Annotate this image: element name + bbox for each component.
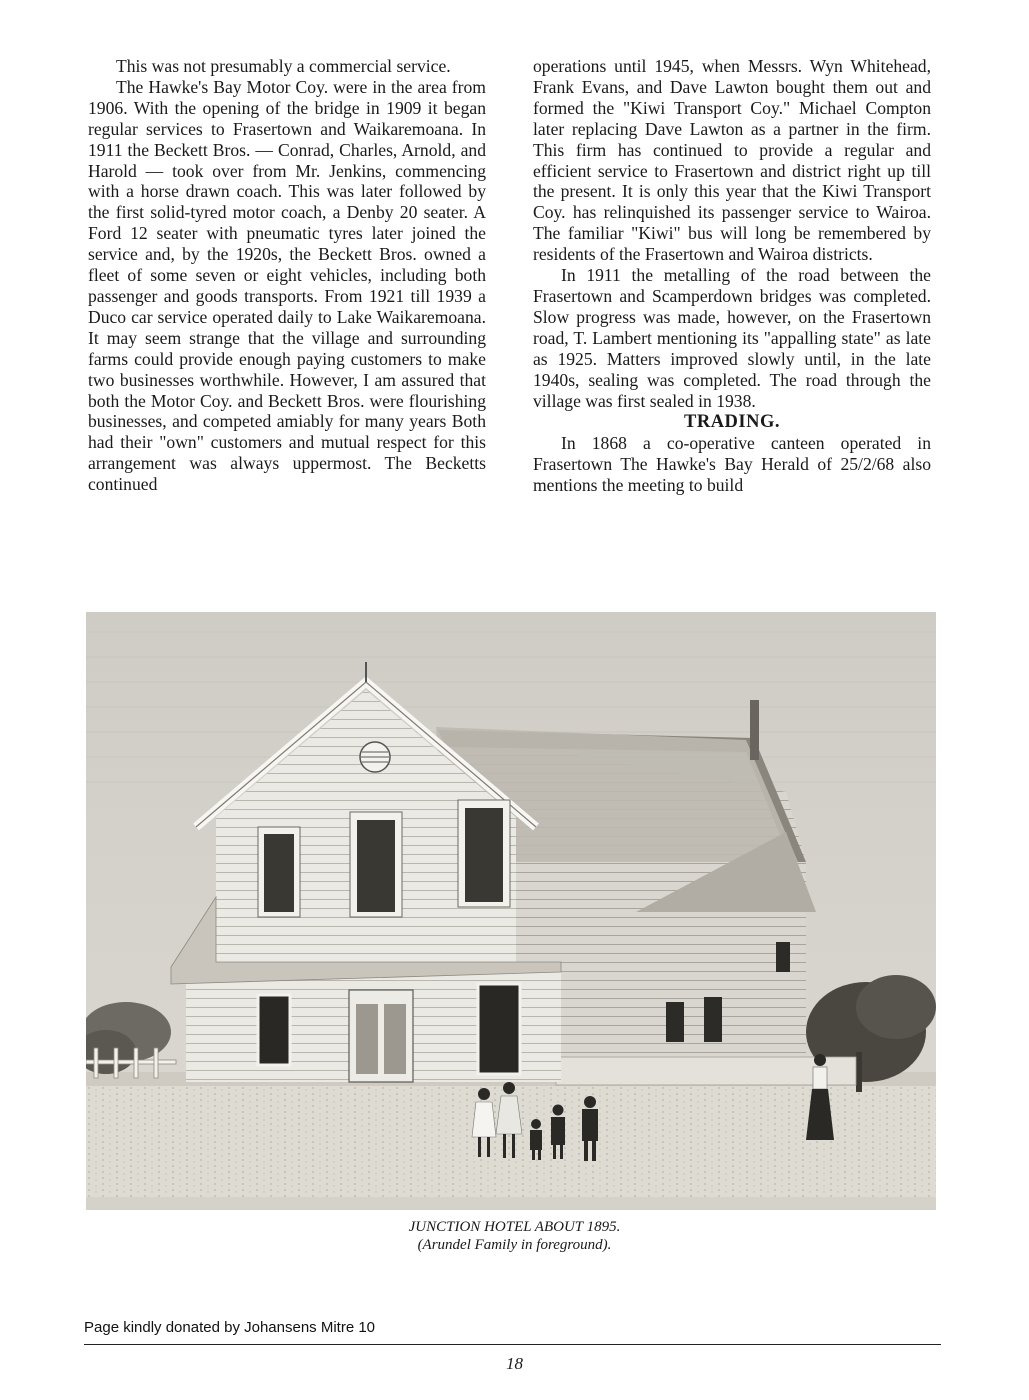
left-paragraph-2: The Hawke's Bay Motor Coy. were in the area from 1906. With the opening of the bridge in 1909 it began regular services to Frasertown and Waikaremoana. In 1911 the Beckett Bros. — Conrad, Charles, Arnold, and Harold — took over from Mr. Jenkins, commencing with a horse drawn coach. This was later followed by the first solid-tyred motor coach, a Denby 20 seater. A Ford 12 seater with pneumatic tyres later joined the service and, by the 1920s, the Beckett Bros. owned a fleet of some seven or eight vehicles, including both passenger and goods transports. From 1921 till 1939 a Duco car service operated daily to Lake Waikaremoana. It may seem strange that the village and surrounding farms could provide enough paying customers to make two businesses worthwhile. However, I am assured that both the Motor Coy. and Beckett Bros. were flourishing businesses, and competed amiably for many years Both had their "own" customers and mutual respect for this arrangement was always uppermost. The Becketts continued (88, 76, 486, 495)
right-column (533, 56, 931, 496)
left-column (88, 56, 486, 495)
right-paragraph-2: In 1911 the metalling of the road between the Frasertown and Scamperdown bridges was completed. Slow progress was made, however, on the Frasertown road, T. Lambert mentioning its "appalling state" as late as 1925. Matters improved slowly until, in the late 1940s, sealing was completed. The road through the village was first sealed in 1938. (533, 265, 931, 411)
photo-caption (0, 1218, 1029, 1254)
right-paragraph-1: operations until 1945, when Messrs. Wyn Whitehead, Frank Evans, and Dave Lawton bought them out and formed the "Kiwi Transport Coy." Michael Compton later replacing Dave Lawton as a partner in the firm. This firm has continued to provide a regular and efficient service to Frasertown and district right up till the present. It is only this year that the Kiwi Transport Coy. has relinquished its passenger service to Wairoa. The familiar "Kiwi" bus will long be remembered by residents of the Frasertown and Wairoa districts. (533, 56, 931, 265)
donation-credit: Page kindly donated by Johansens Mitre 10 (84, 1319, 376, 1336)
page-number: 18 (506, 1354, 523, 1373)
caption-line-2: (Arundel Family in foreground). (417, 1237, 612, 1253)
right-paragraph-3: In 1868 a co-operative canteen operated in Frasertown The Hawke's Bay Herald of 25/2/68 also mentions the meeting to build (533, 433, 931, 496)
section-heading-trading: TRADING. (684, 412, 780, 433)
left-paragraph-1: This was not presumably a commercial service. (116, 56, 451, 76)
footer-rule (84, 1344, 941, 1345)
junction-hotel-photo (86, 612, 936, 1210)
caption-line-1: JUNCTION HOTEL ABOUT 1895. (408, 1219, 621, 1235)
